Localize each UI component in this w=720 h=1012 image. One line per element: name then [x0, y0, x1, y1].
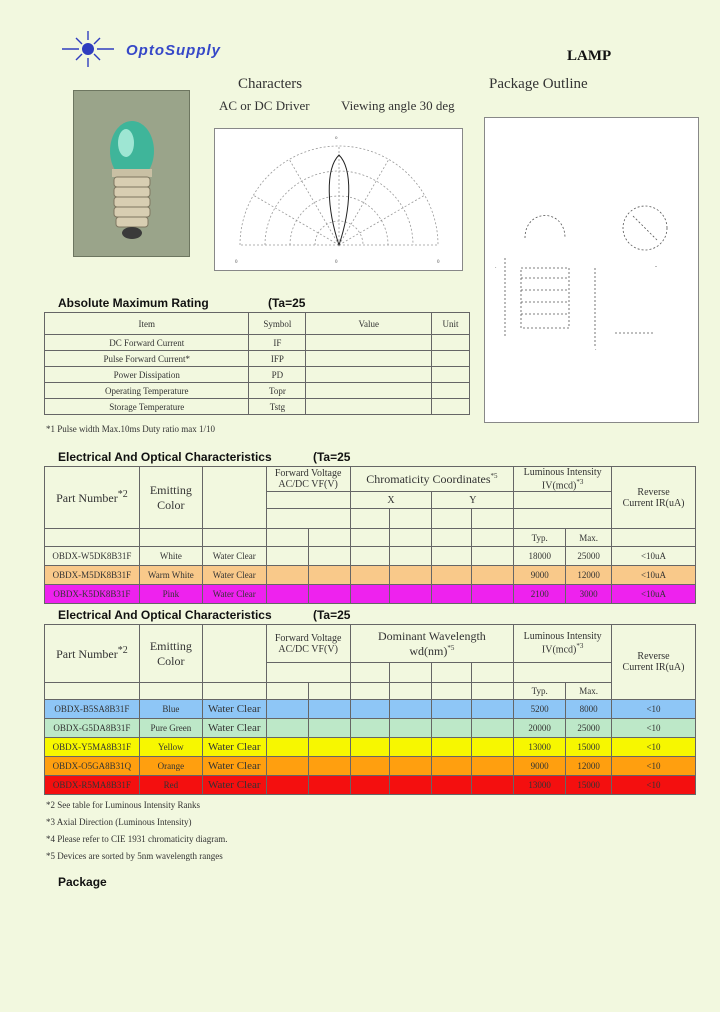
col-unit: Unit: [432, 313, 470, 335]
cell-typ: 13000: [514, 738, 566, 757]
table-row: [45, 585, 696, 604]
cell-symbol: Topr: [249, 383, 306, 399]
table-row: [45, 335, 470, 351]
cell-item: Power Dissipation: [45, 367, 249, 383]
cell-part: OBDX-K5DK8B31F: [45, 585, 140, 604]
cell-lens: Water Clear: [202, 738, 266, 757]
col-y: Y: [432, 492, 514, 509]
cell-item: Operating Temperature: [45, 383, 249, 399]
col-lens: [202, 467, 266, 529]
cell-rev: <10uA: [612, 566, 696, 585]
cell-max: 25000: [566, 719, 612, 738]
table-row: [45, 566, 696, 585]
abs-max-cond: (Ta=25: [268, 296, 306, 310]
cell-max: 25000: [566, 547, 612, 566]
cell-part: OBDX-Y5MA8B31F: [45, 738, 140, 757]
svg-text:-: -: [655, 264, 657, 270]
logo: [60, 30, 300, 68]
cell-max: 15000: [566, 776, 612, 795]
col-typ: Typ.: [514, 529, 566, 547]
cell-rev: <10: [612, 757, 696, 776]
cell-part: OBDX-O5GA8B31Q: [45, 757, 140, 776]
cell-lens: Water Clear: [202, 719, 266, 738]
col-part-number: Part Number$^{*2}$: [45, 467, 140, 529]
package-outline-title: Package Outline: [489, 76, 588, 92]
col-dominant-wavelength: Dominant Wavelength wd(nm)$^{*5}$: [350, 625, 514, 663]
col-value: Value: [306, 313, 432, 335]
cell-symbol: PD: [249, 367, 306, 383]
col-part-number: Part Number$^{*2}$: [45, 625, 140, 683]
brand-name: OptoSupply: [126, 42, 221, 59]
cell-color: Warm White: [139, 566, 202, 585]
cell-typ: 9000: [514, 757, 566, 776]
doc-type-title: LAMP: [567, 48, 612, 64]
cell-max: 12000: [566, 757, 612, 776]
footnote: *4 Please refer to CIE 1931 chromaticity diagram.: [46, 834, 228, 844]
svg-text:0: 0: [335, 260, 338, 265]
cell-lens: Water Clear: [202, 757, 266, 776]
cell-symbol: IF: [249, 335, 306, 351]
eo1-table: [44, 466, 696, 604]
cell-typ: 13000: [514, 776, 566, 795]
footnote: *2 See table for Luminous Intensity Ranks: [46, 800, 200, 810]
table-row: [45, 776, 696, 795]
table-row: [45, 757, 696, 776]
cell-color: Red: [139, 776, 202, 795]
cell-value: [306, 367, 432, 383]
cell-unit: [432, 399, 470, 415]
cell-rev: <10: [612, 776, 696, 795]
abs-max-title: Absolute Maximum Rating: [58, 296, 209, 310]
cell-unit: [432, 383, 470, 399]
svg-text:0: 0: [235, 260, 238, 265]
cell-typ: 5200: [514, 700, 566, 719]
cell-unit: [432, 367, 470, 383]
sun-logo-icon: [60, 30, 116, 68]
eo2-cond: (Ta=25: [313, 608, 351, 622]
table-row: [45, 700, 696, 719]
svg-text:o: o: [335, 136, 338, 141]
cell-lens: Water Clear: [202, 700, 266, 719]
cell-symbol: Tstg: [249, 399, 306, 415]
col-chromaticity: Chromaticity Coordinates$^{*5}$: [350, 467, 514, 492]
eo2-title: Electrical And Optical Characteristics: [58, 608, 272, 622]
col-forward-voltage: Forward Voltage AC/DC VF(V): [266, 625, 350, 663]
cell-color: Yellow: [139, 738, 202, 757]
cell-color: White: [139, 547, 202, 566]
footnote: *3 Axial Direction (Luminous Intensity): [46, 817, 192, 827]
cell-typ: 9000: [514, 566, 566, 585]
cell-color: Blue: [139, 700, 202, 719]
svg-text:.: .: [595, 346, 597, 352]
col-emitting-color: Emitting Color: [139, 625, 202, 683]
led-lamp-photo: [73, 90, 190, 257]
cell-lens: Water Clear: [202, 585, 266, 604]
package-label: Package: [58, 875, 107, 889]
table-row: [45, 351, 470, 367]
cell-typ: 20000: [514, 719, 566, 738]
viewing-angle-label: Viewing angle 30 deg: [341, 98, 455, 113]
table-row: [45, 719, 696, 738]
table-row: [45, 547, 696, 566]
cell-rev: <10: [612, 738, 696, 757]
col-reverse-current: Reverse Current IR(uA): [612, 467, 696, 529]
footnotes: [46, 797, 227, 865]
cell-part: OBDX-W5DK8B31F: [45, 547, 140, 566]
cell-item: Storage Temperature: [45, 399, 249, 415]
col-emitting-color: Emitting Color: [139, 467, 202, 529]
cell-value: [306, 399, 432, 415]
cell-value: [306, 351, 432, 367]
table-row: [45, 738, 696, 757]
footnote: *5 Devices are sorted by 5nm wavelength ranges: [46, 851, 223, 861]
col-typ: Typ.: [514, 683, 566, 700]
col-max: Max.: [566, 683, 612, 700]
cell-color: Pink: [139, 585, 202, 604]
col-forward-voltage: Forward Voltage AC/DC VF(V): [266, 467, 350, 492]
cell-max: 12000: [566, 566, 612, 585]
col-reverse-current: Reverse Current IR(uA): [612, 625, 696, 700]
svg-text:.: .: [495, 264, 497, 270]
cell-part: OBDX-M5DK8B31F: [45, 566, 140, 585]
svg-text:0: 0: [437, 260, 440, 265]
cell-part: OBDX-B5SA8B31F: [45, 700, 140, 719]
characters-title: Characters: [238, 76, 303, 92]
eo1-title: Electrical And Optical Characteristics: [58, 450, 272, 464]
cell-part: OBDX-R5MA8B31F: [45, 776, 140, 795]
cell-symbol: IFP: [249, 351, 306, 367]
cell-rev: <10: [612, 719, 696, 738]
abs-max-footnote: *1 Pulse width Max.10ms Duty ratio max 1/10: [46, 424, 215, 434]
driver-label: AC or DC Driver: [219, 98, 310, 113]
cell-value: [306, 335, 432, 351]
cell-color: Pure Green: [139, 719, 202, 738]
cell-typ: 18000: [514, 547, 566, 566]
cell-rev: <10uA: [612, 585, 696, 604]
table-row: [45, 367, 470, 383]
cell-part: OBDX-G5DA8B31F: [45, 719, 140, 738]
cell-rev: <10: [612, 700, 696, 719]
cell-item: DC Forward Current: [45, 335, 249, 351]
col-max: Max.: [566, 529, 612, 547]
cell-max: 8000: [566, 700, 612, 719]
cell-typ: 2100: [514, 585, 566, 604]
cell-lens: Water Clear: [202, 566, 266, 585]
table-row: [45, 399, 470, 415]
eo2-table: [44, 624, 696, 795]
col-lens: [202, 625, 266, 683]
eo1-cond: (Ta=25: [313, 450, 351, 464]
col-x: X: [350, 492, 432, 509]
col-symbol: Symbol: [249, 313, 306, 335]
cell-color: Orange: [139, 757, 202, 776]
package-outline-drawing: [484, 117, 699, 423]
cell-unit: [432, 335, 470, 351]
cell-lens: Water Clear: [202, 776, 266, 795]
col-item: Item: [45, 313, 249, 335]
cell-lens: Water Clear: [202, 547, 266, 566]
cell-max: 3000: [566, 585, 612, 604]
cell-unit: [432, 351, 470, 367]
col-luminous-intensity: Luminous Intensity IV(mcd)$^{*3}$: [514, 467, 612, 492]
cell-value: [306, 383, 432, 399]
abs-max-table: [44, 312, 470, 415]
table-row: [45, 383, 470, 399]
cell-max: 15000: [566, 738, 612, 757]
radiation-pattern-diagram: [214, 128, 463, 271]
col-luminous-intensity: Luminous Intensity IV(mcd)$^{*3}$: [514, 625, 612, 663]
cell-item: Pulse Forward Current*: [45, 351, 249, 367]
cell-rev: <10uA: [612, 547, 696, 566]
